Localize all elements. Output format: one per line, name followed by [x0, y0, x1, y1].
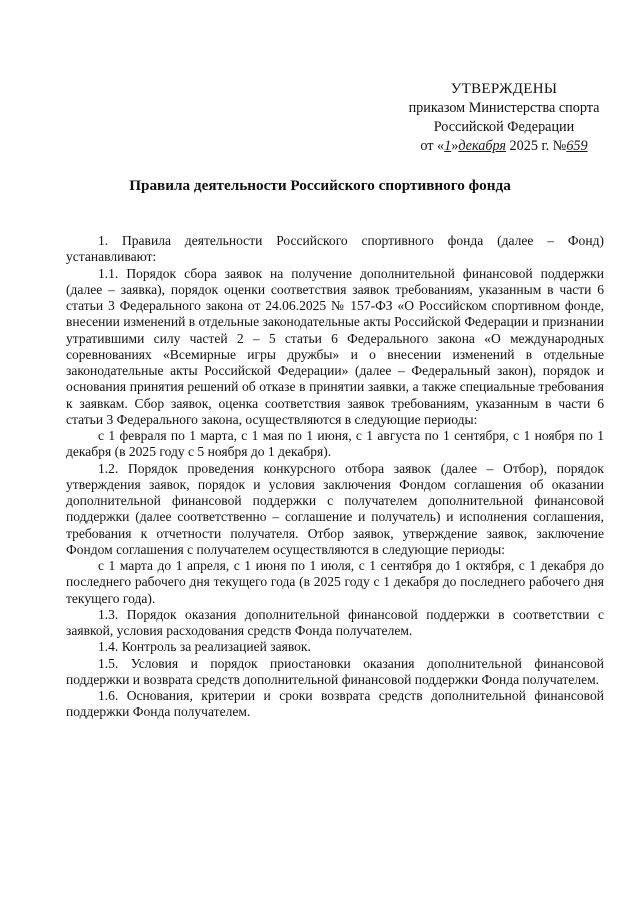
approval-heading: УТВЕРЖДЕНЫ [450, 81, 558, 97]
paragraph-1-1-periods: с 1 февраля по 1 марта, с 1 мая по 1 июня, с 1 августа по 1 сентября, с 1 ноября по 1 декабря (в 2025 году с 5 ноября до 1 декабря). [66, 428, 604, 460]
date-day-handwritten: 1 [444, 138, 452, 154]
paragraph-1-5: 1.5. Условия и порядок приостановки оказания дополнительной финансовой поддержки и возврата средств дополнительной финансовой поддержки Фонда получателем. [66, 655, 604, 687]
paragraph-1-2-periods: с 1 марта до 1 апреля, с 1 июня по 1 июля, с 1 сентября до 1 октября, с 1 декабря до последнего рабочего дня текущего года (в 2025 году с 1 декабря до последнего рабочего дня текущего года). [66, 558, 604, 606]
paragraph-1-1: 1.1. Порядок сбора заявок на получение дополнительной финансовой поддержки (далее – заявка), порядок оценки соответствия заявок требованиям, указанным в части 6 статьи 3 Федерального закона от 24.06.2025 № 157-ФЗ «О Российском спортивном фонде, внесении изменений в отдельные законодательные акты Российской Федерации и признании утратившими силу частей 2 – 5 статьи 6 Федерального закона «О международных соревнованиях «Всемирные игры дружбы» и о внесении изменений в отдельные законодательные акты Российской Федерации» (далее – Федеральный закон), порядок и основания принятия решений об отказе в принятии заявки, а также специальные требования к заявкам. Сбор заявок, оценка соответствия заявок требованиям, указанным в части 6 статьи 3 Федерального закона, осуществляются в следующие периоды: [66, 265, 604, 427]
approval-date-line [398, 137, 610, 156]
paragraph-1-4: 1.4. Контроль за реализацией заявок. [98, 639, 311, 655]
order-number-handwritten: 659 [566, 138, 588, 154]
document-body [66, 233, 604, 721]
date-prefix: от « [420, 138, 445, 154]
approval-stamp [398, 80, 610, 156]
approval-issuer-line: приказом Министерства спорта [408, 100, 600, 116]
document-title: Правила деятельности Российского спортивного фонда [129, 177, 511, 194]
date-quote-close: » [451, 138, 459, 154]
paragraph-1-2: 1.2. Порядок проведения конкурсного отбора заявок (далее – Отбор), порядок утверждения заявок, порядок и условия заключения Фондом соглашения об оказании дополнительной финансовой поддержки с получателем дополнительной финансовой поддержки (далее соответственно – соглашение и получатель) и исполнения соглашения, требования к отчетности получателя. Отбор заявок, утверждение заявок, заключение Фондом соглашения с получателем осуществляются в следующие периоды: [66, 460, 604, 557]
paragraph-1-6: 1.6. Основания, критерии и сроки возврата средств дополнительной финансовой поддержки Фонда получателем. [66, 688, 604, 720]
paragraph-1-3: 1.3. Порядок оказания дополнительной финансовой поддержки в соответствии с заявкой, условия расходования средств Фонда получателем. [66, 606, 604, 638]
date-year: 2025 г. № [506, 138, 567, 154]
approval-country-line: Российской Федерации [433, 119, 575, 135]
paragraph-1: 1. Правила деятельности Российского спортивного фонда (далее – Фонд) устанавливают: [66, 233, 604, 265]
date-month-handwritten: декабря [458, 138, 506, 154]
